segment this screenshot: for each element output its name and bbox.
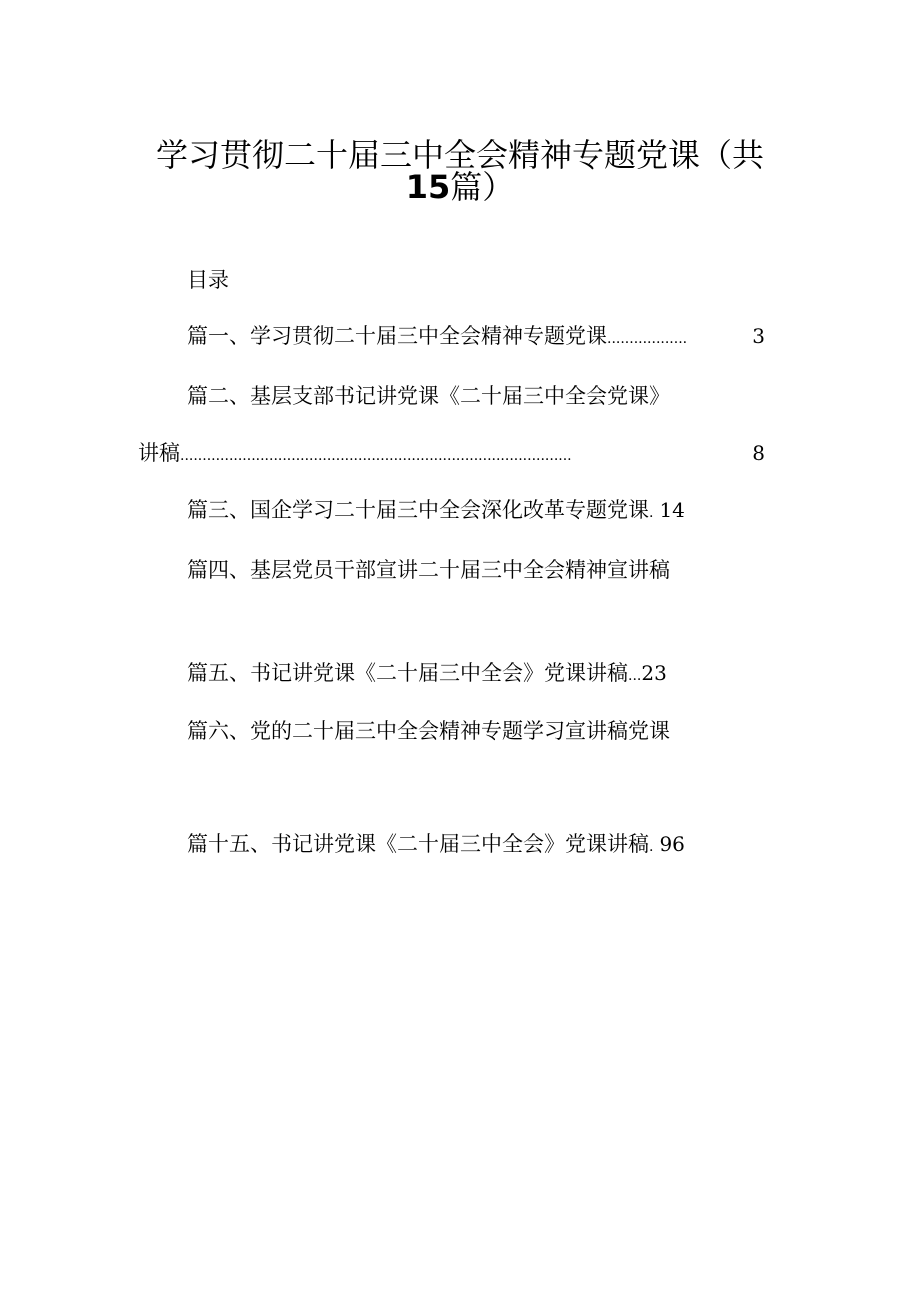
toc-entry-leader: .	[649, 505, 654, 521]
toc-entry-title: 篇十五、书记讲党课《二十届三中全会》党课讲稿	[187, 832, 649, 856]
toc-entry[interactable]	[187, 554, 670, 586]
toc-entry-page: 8	[752, 441, 765, 465]
toc-entry-leader: ...	[628, 668, 642, 684]
toc-entry-title: 篇一、学习贯彻二十届三中全会精神专题党课	[187, 324, 607, 348]
title-count-number: 15	[405, 168, 451, 206]
toc-entry-page: 3	[752, 324, 765, 348]
toc-entry-page: 14	[659, 498, 685, 522]
toc-entry[interactable]	[187, 320, 765, 355]
toc-entry[interactable]	[187, 715, 670, 747]
toc-entry-leader: .	[649, 839, 654, 855]
title-count-suffix: 篇）	[450, 168, 515, 206]
toc-entry[interactable]	[187, 828, 685, 863]
toc-entry-page: 96	[659, 832, 685, 856]
toc-entry[interactable]	[187, 657, 667, 692]
document-title-line-2	[140, 164, 780, 210]
toc-entry[interactable]	[187, 494, 685, 529]
toc-entry[interactable]	[187, 380, 670, 412]
toc-entry-continuation[interactable]	[138, 437, 765, 472]
toc-entry-page: 23	[641, 661, 667, 685]
toc-heading: 目录	[187, 268, 229, 292]
toc-entry-title: 篇五、书记讲党课《二十届三中全会》党课讲稿	[187, 661, 628, 685]
toc-entry-title: 篇六、党的二十届三中全会精神专题学习宣讲稿党课	[187, 719, 670, 743]
document-title-line-1: 学习贯彻二十届三中全会精神专题党课（共	[155, 136, 764, 174]
toc-entry-title: 篇三、国企学习二十届三中全会深化改革专题党课	[187, 498, 649, 522]
toc-entry-title: 篇二、基层支部书记讲党课《二十届三中全会党课》	[187, 384, 670, 408]
toc-entry-title: 篇四、基层党员干部宣讲二十届三中全会精神宣讲稿	[187, 558, 670, 582]
toc-entry-title: 讲稿	[138, 441, 180, 465]
toc-entry-leader: ..................	[607, 331, 688, 347]
toc-entry-leader: ........................................................................................	[180, 448, 572, 464]
